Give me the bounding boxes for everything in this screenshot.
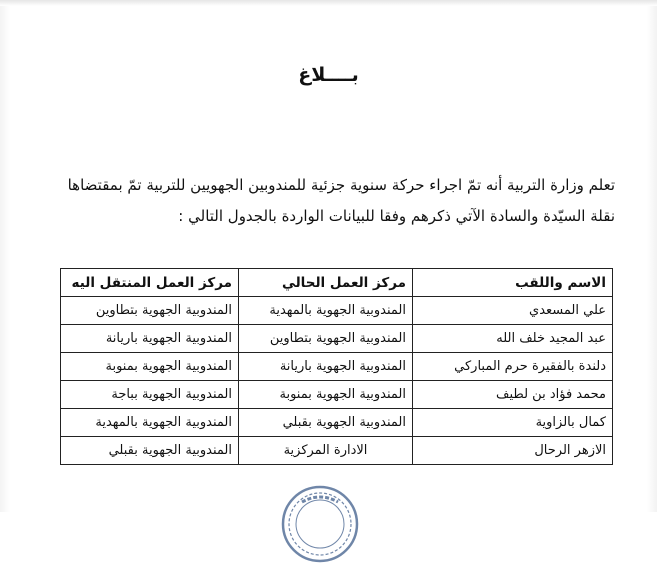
table-row <box>61 353 613 381</box>
cell-name: دلندة بالفقيرة حرم المباركي <box>413 353 613 381</box>
cell-current-post: المندوبية الجهوية بقبلي <box>239 409 413 437</box>
transfers-table <box>60 268 613 465</box>
cell-new-post: المندوبية الجهوية بالمهدية <box>61 409 239 437</box>
table-row <box>61 297 613 325</box>
document-title: بــــلاغ <box>298 64 359 86</box>
cell-current-post: الادارة المركزية <box>239 437 413 465</box>
header-current-post: مركز العمل الحالي <box>239 269 413 297</box>
cell-new-post: المندوبية الجهوية بمنوبة <box>61 353 239 381</box>
cell-name: عبد المجيد خلف الله <box>413 325 613 353</box>
cell-new-post: المندوبية الجهوية بتطاوين <box>61 297 239 325</box>
table-row <box>61 409 613 437</box>
cell-new-post: المندوبية الجهوية بباجة <box>61 381 239 409</box>
official-seal-icon <box>280 484 360 564</box>
cell-name: الازهر الرحال <box>413 437 613 465</box>
header-name: الاسم واللقب <box>413 269 613 297</box>
cell-new-post: المندوبية الجهوية باريانة <box>61 325 239 353</box>
cell-current-post: المندوبية الجهوية بالمهدية <box>239 297 413 325</box>
cell-name: كمال بالزاوية <box>413 409 613 437</box>
cell-name: علي المسعدي <box>413 297 613 325</box>
header-new-post: مركز العمل المنتقل اليه <box>61 269 239 297</box>
cell-name: محمد فؤاد بن لطيف <box>413 381 613 409</box>
cell-current-post: المندوبية الجهوية باريانة <box>239 353 413 381</box>
announcement-line-1: تعلم وزارة التربية أنه تمّ اجراء حركة سنوية جزئية للمندوبين الجهويين للتربية تمّ بمقتضاها <box>67 176 615 194</box>
table-row <box>61 437 613 465</box>
page-top-edge <box>0 0 657 6</box>
table-row <box>61 381 613 409</box>
cell-new-post: المندوبية الجهوية بقبلي <box>61 437 239 465</box>
cell-current-post: المندوبية الجهوية بتطاوين <box>239 325 413 353</box>
table-header-row <box>61 269 613 297</box>
cell-current-post: المندوبية الجهوية بمنوبة <box>239 381 413 409</box>
table-row <box>61 325 613 353</box>
announcement-line-2: نقلة السيّدة والسادة الآتي ذكرهم وفقا للبيانات الواردة بالجدول التالي : <box>178 207 615 225</box>
